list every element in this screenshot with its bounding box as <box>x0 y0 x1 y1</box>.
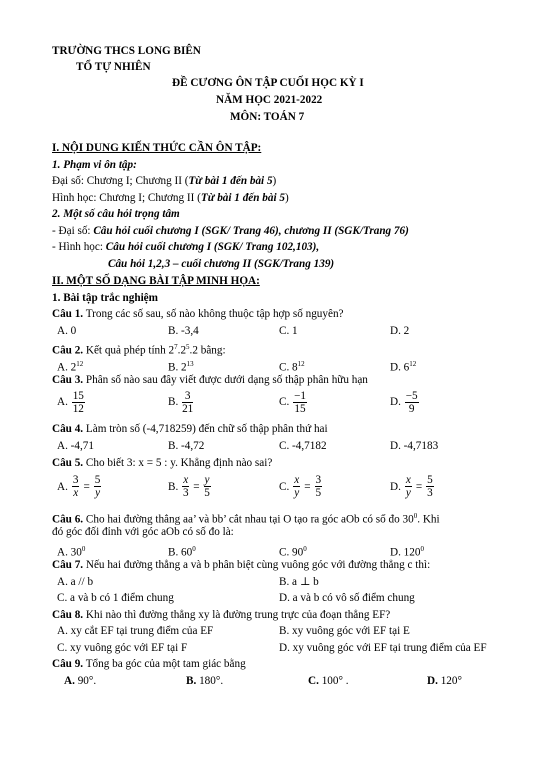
q6-option-a: A. $30^0$ <box>57 545 86 559</box>
q5-option-a: A. $\frac{3}{x}$ = $\frac{5}{y}$ <box>57 474 101 499</box>
question-8: Câu 8. Khi nào thì đường thẳng xy là đường trung trực của đoạn thẳng EF? <box>52 609 391 621</box>
subject: MÔN: TOÁN 7 <box>230 111 305 123</box>
q3-option-c: C. $\frac{-1}{15}$ <box>279 390 306 415</box>
q5-option-b: B. $\frac{x}{3}$ = $\frac{y}{5}$ <box>168 474 210 499</box>
q4-option-d: D. -4,7183 <box>390 440 439 452</box>
q8-option-d: D. xy vuông góc với EF tại trung điểm của EF <box>279 642 487 654</box>
q8-option-c: C. xy vuông góc với EF tại F <box>57 642 188 654</box>
q4-option-c: C. -4,7182 <box>279 440 327 452</box>
key-algebra: - Đại số: Câu hỏi cuối chương I (SGK/ Trang 46), chương II (SGK/Trang 76) <box>52 225 409 237</box>
question-1: Câu 1. Trong các số sau, số nào không thuộc tập hợp số nguyên? <box>52 308 344 320</box>
q2-option-b: B. $2^{13}$ <box>168 360 194 374</box>
section-1-heading: I. NỘI DUNG KIẾN THỨC CẦN ÔN TẬP: <box>52 142 262 154</box>
q9-option-c: C. 100° . <box>308 675 349 687</box>
q7-option-a: A. a // b <box>57 576 94 588</box>
q5-option-d: D. $\frac{x}{y}$ = $\frac{5}{3}$ <box>390 474 433 499</box>
q2-option-d: D. $6^{12}$ <box>390 360 417 374</box>
key-geometry-2: Câu hỏi 1,2,3 – cuối chương II (SGK/Trang 139) <box>108 258 335 270</box>
question-3: Câu 3. Phân số nào sau đây viết được dưới dạng số thập phân hữu hạn <box>52 374 368 386</box>
school-year: NĂM HỌC 2021-2022 <box>216 94 323 106</box>
q7-option-c: C. a và b có 1 điểm chung <box>57 592 174 604</box>
question-2: Câu 2. Kết quả phép tính $2^7.2^5.2$ bằng: <box>52 343 226 357</box>
q1-option-b: B. -3,4 <box>168 325 199 337</box>
q5-option-c: C. $\frac{x}{y}$ = $\frac{3}{5}$ <box>279 474 322 499</box>
q2-option-a: A. $2^{12}$ <box>57 360 84 374</box>
q6-option-d: D. $120^0$ <box>390 545 424 559</box>
question-6: Câu 6. Cho hai đường thẳng aa’ và bb’ cắt nhau tại O tạo ra góc aOb có số đo $30^0$. Khi <box>52 512 440 526</box>
q2-option-c: C. $8^{12}$ <box>279 360 305 374</box>
key-geometry: - Hình học: Câu hỏi cuối chương I (SGK/ Trang 102,103), <box>52 241 320 253</box>
section-2-heading: II. MỘT SỐ DẠNG BÀI TẬP MINH HỌA: <box>52 275 260 287</box>
q1-option-c: C. 1 <box>279 325 298 337</box>
q9-option-b: B. 180°. <box>186 675 224 687</box>
scope-title: 1. Phạm vi ôn tập: <box>52 159 137 171</box>
question-7: Câu 7. Nếu hai đường thẳng a và b phân biệt cùng vuông góc với đường thẳng c thì: <box>52 559 431 571</box>
question-9: Câu 9. Tổng ba góc của một tam giác bằng <box>52 658 246 670</box>
q3-option-a: A. $\frac{15}{12}$ <box>57 390 84 415</box>
q4-option-a: A. -4,71 <box>57 440 94 452</box>
q3-option-b: B. $\frac{3}{21}$ <box>168 390 194 415</box>
scope-algebra: Đại số: Chương I; Chương II (Từ bài 1 đến bài 5) <box>52 175 277 187</box>
department: TỔ TỰ NHIÊN <box>76 61 151 73</box>
school-name: TRƯỜNG THCS LONG BIÊN <box>52 45 201 57</box>
question-6-line-2: đó góc đối đỉnh với góc aOb có số đo là: <box>52 526 234 538</box>
document-title: ĐỀ CƯƠNG ÔN TẬP CUỐI HỌC KỲ I <box>172 77 364 89</box>
q3-option-d: D. $\frac{-5}{9}$ <box>390 390 418 415</box>
q7-option-d: D. a và b có vô số điểm chung <box>279 592 415 604</box>
scope-geometry: Hình học: Chương I; Chương II (Từ bài 1 đến bài 5) <box>52 192 289 204</box>
q9-option-a: A. 90°. <box>64 675 97 687</box>
q8-option-a: A. xy cắt EF tại trung điểm của EF <box>57 625 214 637</box>
key-questions-title: 2. Một số câu hỏi trọng tâm <box>52 208 180 220</box>
q6-option-c: C. $90^0$ <box>279 545 307 559</box>
q4-option-b: B. -4,72 <box>168 440 205 452</box>
q1-option-a: A. 0 <box>57 325 77 337</box>
q9-option-d: D. 120° <box>427 675 462 687</box>
question-4: Câu 4. Làm tròn số (-4,718259) đến chữ số thập phân thứ hai <box>52 423 328 435</box>
q6-option-b: B. $60^0$ <box>168 545 196 559</box>
q8-option-b: B. xy vuông góc với EF tại E <box>279 625 410 637</box>
exercise-subtitle: 1. Bài tập trắc nghiệm <box>52 292 158 304</box>
q7-option-b: B. a ⊥ b <box>279 576 319 588</box>
q1-option-d: D. 2 <box>390 325 410 337</box>
question-5: Câu 5. Cho biết 3: x = 5 : y. Khẳng định nào sai? <box>52 457 273 469</box>
